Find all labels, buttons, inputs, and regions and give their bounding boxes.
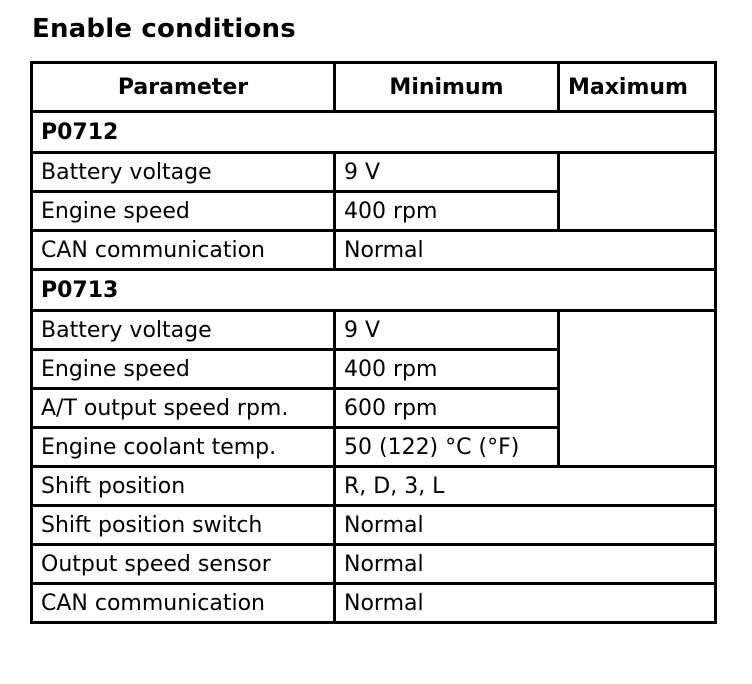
parameter-cell: CAN communication [33,585,336,624]
enable-conditions-table [30,61,717,624]
minimum-cell: 400 rpm [336,193,560,232]
table-header-row [33,64,717,113]
table-row [33,507,717,546]
parameter-cell: Output speed sensor [33,546,336,585]
parameter-cell: Shift position switch [33,507,336,546]
minimum-cell: 400 rpm [336,351,560,390]
header-maximum: Maximum [560,64,717,113]
page-title: Enable conditions [32,14,296,44]
minimum-cell: 600 rpm [336,390,560,429]
minimum-cell: Normal [336,585,717,624]
minimum-cell: 9 V [336,312,560,351]
parameter-cell: Engine speed [33,351,336,390]
minimum-cell: Normal [336,232,717,271]
maximum-cell-empty [560,154,717,232]
table-row [33,232,717,271]
maximum-cell-empty [560,312,717,468]
group-code: P0713 [33,271,717,312]
header-minimum: Minimum [336,64,560,113]
group-row-p0712 [33,113,717,154]
table-row [33,546,717,585]
parameter-cell: Shift position [33,468,336,507]
header-parameter: Parameter [33,64,336,113]
parameter-cell: Battery voltage [33,312,336,351]
table-row [33,468,717,507]
parameter-cell: Engine coolant temp. [33,429,336,468]
minimum-cell: R, D, 3, L [336,468,717,507]
minimum-cell: Normal [336,507,717,546]
minimum-cell: 50 (122) °C (°F) [336,429,560,468]
parameter-cell: Battery voltage [33,154,336,193]
minimum-cell: 9 V [336,154,560,193]
table-row [33,154,717,193]
group-row-p0713 [33,271,717,312]
table-row [33,312,717,351]
parameter-cell: CAN communication [33,232,336,271]
parameter-cell: Engine speed [33,193,336,232]
group-code: P0712 [33,113,717,154]
minimum-cell: Normal [336,546,717,585]
table-row [33,585,717,624]
parameter-cell: A/T output speed rpm. [33,390,336,429]
